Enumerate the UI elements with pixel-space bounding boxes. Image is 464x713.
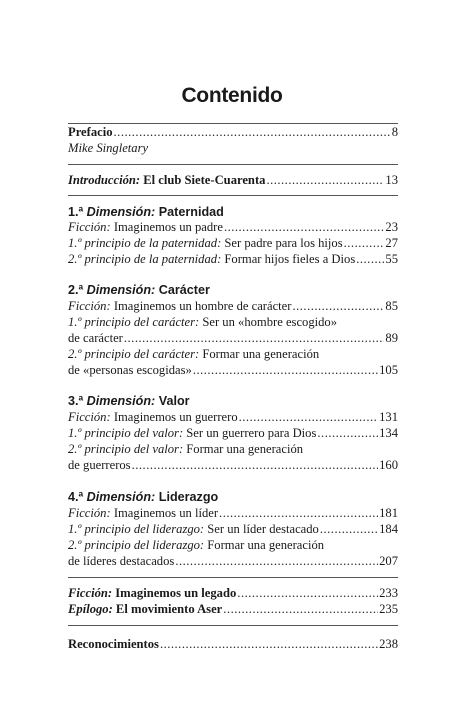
dot-leader <box>239 409 378 425</box>
dot-leader <box>160 636 378 652</box>
toc-page-number: 27 <box>385 236 398 250</box>
toc-entry-continuation[interactable]: de carácter ..... 89 <box>68 330 398 346</box>
dot-leader <box>266 172 384 188</box>
toc-entry[interactable]: 1.º principio del valor: Ser un guerrero para Dios ..... 134 <box>68 425 398 441</box>
toc-page-number: 23 <box>385 220 398 234</box>
toc-page-number: 235 <box>379 602 398 616</box>
toc-page-number: 238 <box>379 637 398 651</box>
page-title: Contenido <box>181 84 283 107</box>
dot-leader <box>223 601 378 617</box>
toc-entry-label: Reconocimientos <box>68 637 159 651</box>
toc-entry-prefacio[interactable] <box>68 124 398 140</box>
dot-leader <box>224 219 384 235</box>
toc-entry-first-line[interactable]: 2.º principio del carácter: Formar una generación <box>68 347 320 361</box>
toc-page-number: 8 <box>391 125 398 139</box>
toc-page-number: 160 <box>379 458 398 472</box>
toc-page-number: 184 <box>379 522 398 536</box>
toc-entry[interactable]: Ficción: Imaginemos un líder ..... 181 <box>68 505 398 521</box>
dot-leader <box>317 425 378 441</box>
toc-entry-first-line[interactable]: 2.º principio del valor: Formar una generación <box>68 442 304 456</box>
dot-leader <box>193 362 378 378</box>
section-heading-valor: 3.ª Dimensión: Valor <box>68 394 190 408</box>
toc-entry-first-line[interactable]: 1.º principio del carácter: Ser un «hombre escogido» <box>68 315 338 329</box>
dot-leader <box>237 585 378 601</box>
section-heading-caracter: 2.ª Dimensión: Carácter <box>68 283 210 297</box>
dot-leader <box>114 124 391 140</box>
toc-page-number: 131 <box>379 410 398 424</box>
dot-leader <box>292 298 384 314</box>
toc-entry[interactable]: 2.º principio de la paternidad: Formar hijos fieles a Dios ..... 55 <box>68 251 398 267</box>
dot-leader <box>175 553 378 569</box>
dot-leader <box>320 521 378 537</box>
toc-entry[interactable]: 1.º principio de la paternidad: Ser padre para los hijos ..... 27 <box>68 235 398 251</box>
toc-entry-first-line[interactable]: 2.º principio del liderazgo: Formar una generación <box>68 538 325 552</box>
toc-entry-label: Prefacio <box>68 125 113 139</box>
toc-entry[interactable]: Ficción: Imaginemos un guerrero ..... 131 <box>68 409 398 425</box>
toc-page-number: 89 <box>385 331 398 345</box>
toc-page-number: 55 <box>385 252 398 266</box>
dot-leader <box>344 235 385 251</box>
dot-leader <box>124 330 385 346</box>
divider <box>68 195 398 196</box>
dot-leader <box>132 457 379 473</box>
toc-entry-continuation[interactable]: de líderes destacados ..... 207 <box>68 553 398 569</box>
toc-entry[interactable]: Ficción: Imaginemos un padre ..... 23 <box>68 219 398 235</box>
preface-author: Mike Singletary <box>68 141 149 155</box>
toc-entry-reconocimientos[interactable] <box>68 636 398 652</box>
section-heading-paternidad: 1.ª Dimensión: Paternidad <box>68 205 224 219</box>
toc-entry-continuation[interactable]: de guerreros ..... 160 <box>68 457 398 473</box>
toc-entry[interactable]: Ficción: Imaginemos un hombre de carácter ..... 85 <box>68 298 398 314</box>
dot-leader <box>219 505 378 521</box>
divider <box>68 164 398 165</box>
dot-leader <box>356 251 384 267</box>
toc-entry[interactable]: 1.º principio del liderazgo: Ser un líder destacado ..... 184 <box>68 521 398 537</box>
divider <box>68 577 398 578</box>
toc-entry-introduccion[interactable] <box>68 172 398 188</box>
toc-entry-prefix: Introducción: <box>68 173 141 187</box>
toc-page-number: 134 <box>379 426 398 440</box>
toc-page-number: 207 <box>379 554 398 568</box>
toc-page-number: 181 <box>379 506 398 520</box>
section-heading-liderazgo: 4.ª Dimensión: Liderazgo <box>68 490 219 504</box>
toc-entry-label: El club Siete-Cuarenta <box>140 173 266 187</box>
toc-page-number: 85 <box>385 299 398 313</box>
toc-entry-continuation[interactable]: de «personas escogidas» ..... 105 <box>68 362 398 378</box>
divider <box>68 625 398 626</box>
toc-entry-epilogo[interactable]: Epílogo: El movimiento Aser ..... 235 <box>68 601 398 617</box>
toc-page-number: 13 <box>385 173 398 187</box>
toc-entry-ficcion-legado[interactable]: Ficción: Imaginemos un legado ..... 233 <box>68 585 398 601</box>
toc-page-number: 233 <box>379 586 398 600</box>
toc-page-number: 105 <box>379 363 398 377</box>
